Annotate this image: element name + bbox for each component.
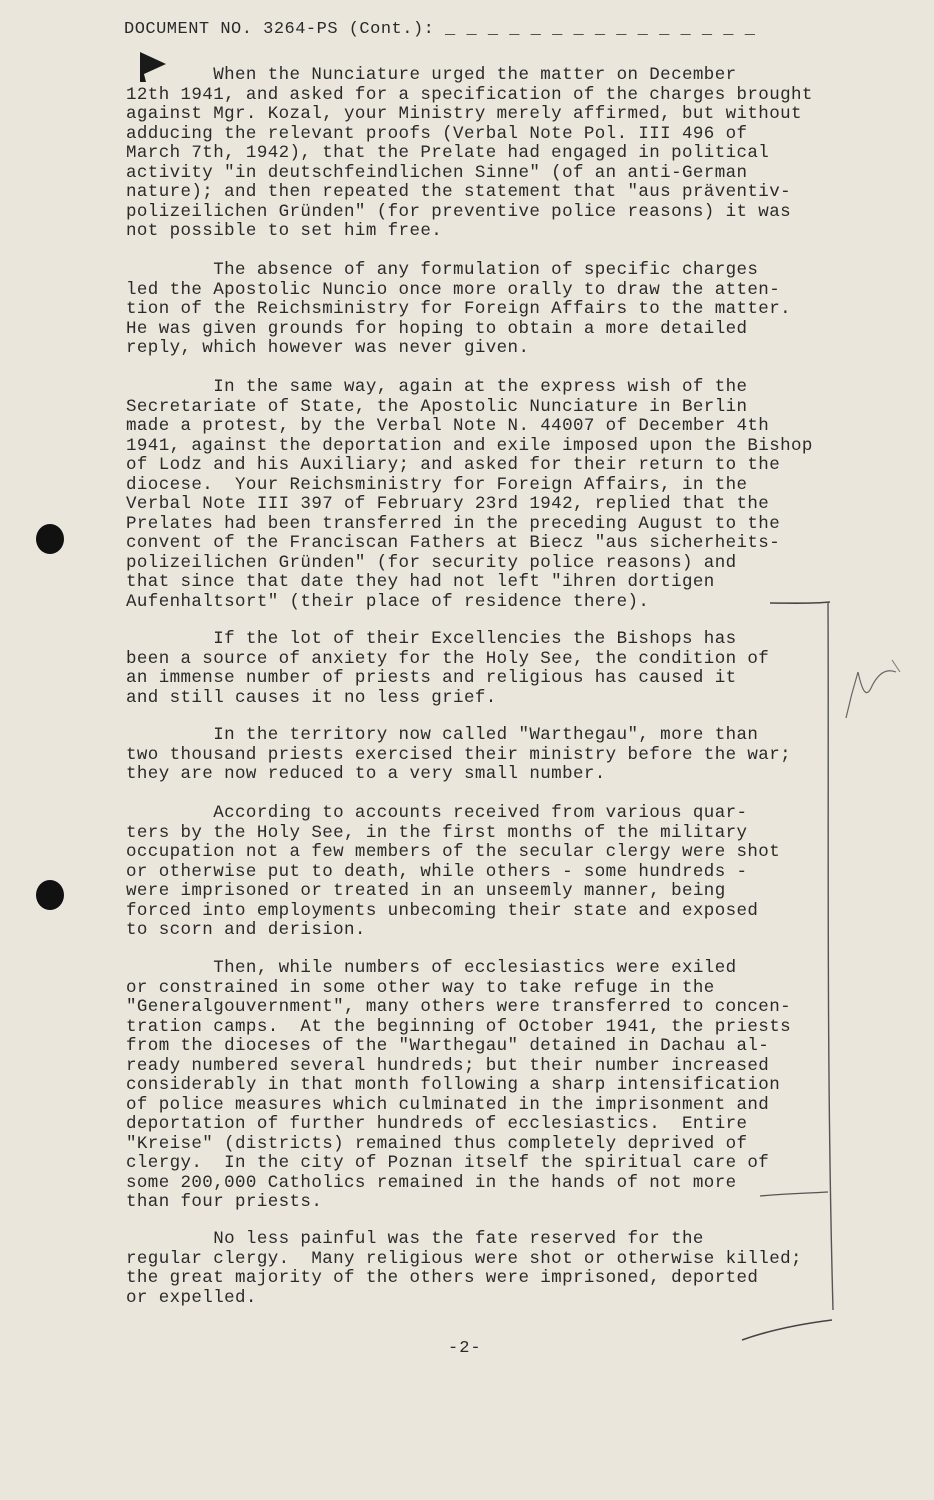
document-header: DOCUMENT NO. 3264-PS (Cont.): _ _ _ _ _ _ _ _ _ _ _ _ _ _ _	[124, 20, 756, 39]
page-number: -2-	[448, 1339, 482, 1358]
paragraph-3: In the same way, again at the express wish of the Secretariate of State, the Apostolic Nunciature in Berlin made a protest, by the Verbal Note N. 44007 of December 4th 1941, against the deportation and exile imposed upon the Bishop of Lodz and his Auxiliary; and asked for their return to the diocese. Your Reichsministry for Foreign Affairs, in the Verbal Note III 397 of February 23rd 1942, replied that the Prelates had been transferred in the preceding August to the convent of the Franciscan Fathers at Biecz "aus sicherheits- polizeilichen Gründen" (for security police reasons) and that since that date they had not left "ihren dortigen Aufenhaltsort" (their place of residence there).	[126, 377, 813, 612]
paragraph-2: The absence of any formulation of specific charges led the Apostolic Nuncio once more orally to draw the atten- tion of the Reichsministry for Foreign Affairs to the matter. He was given grounds for hoping to obtain a more detailed reply, which however was never given.	[126, 260, 792, 358]
paragraph-4: If the lot of their Excellencies the Bishops has been a source of anxiety for the Holy See, the condition of an immense number of priests and religious has caused it and still causes it no less grief.	[126, 629, 770, 708]
paragraph-1: When the Nunciature urged the matter on December 12th 1941, and asked for a specification of the charges brought against Mgr. Kozal, your Ministry merely affirmed, but without adducing the relevant proofs (Verbal Note Pol. III 496 of March 7th, 1942), that the Prelate had engaged in political activity "in deutschfeindlichen Sinne" (of an anti-German nature); and then repeated the statement that "aus präventiv- polizeilichen Gründen" (for preventive police reasons) it was not possible to set him free.	[126, 65, 813, 241]
paragraph-5: In the territory now called "Warthegau", more than two thousand priests exercised their ministry before the war; they are now reduced to a very small number.	[126, 725, 792, 784]
paragraph-6: According to accounts received from various quar- ters by the Holy See, in the first months of the military occupation not a few members of the secular clergy were shot or otherwise put to death, while others - some hundreds - were imprisoned or treated in an unseemly manner, being forced into employments unbecoming their state and exposed to scorn and derision.	[126, 803, 781, 940]
paragraph-8: No less painful was the fate reserved for the regular clergy. Many religious were shot or otherwise killed; the great majority of the others were imprisoned, deported or expelled.	[126, 1229, 802, 1308]
paragraph-7: Then, while numbers of ecclesiastics were exiled or constrained in some other way to take refuge in the "Generalgouvernment", many others were transferred to concen- tration camps. At the beginning of October 1941, the priests from the dioceses of the "Warthegau" detained in Dachau al- ready numbered several hundreds; but their number increased considerably in that month following a sharp intensification of police measures which culminated in the imprisonment and deportation of further hundreds of ecclesiastics. Entire "Kreise" (districts) remained thus completely deprived of clergy. In the city of Poznan itself the spiritual care of some 200,000 Catholics remained in the hands of not more than four priests.	[126, 958, 792, 1212]
